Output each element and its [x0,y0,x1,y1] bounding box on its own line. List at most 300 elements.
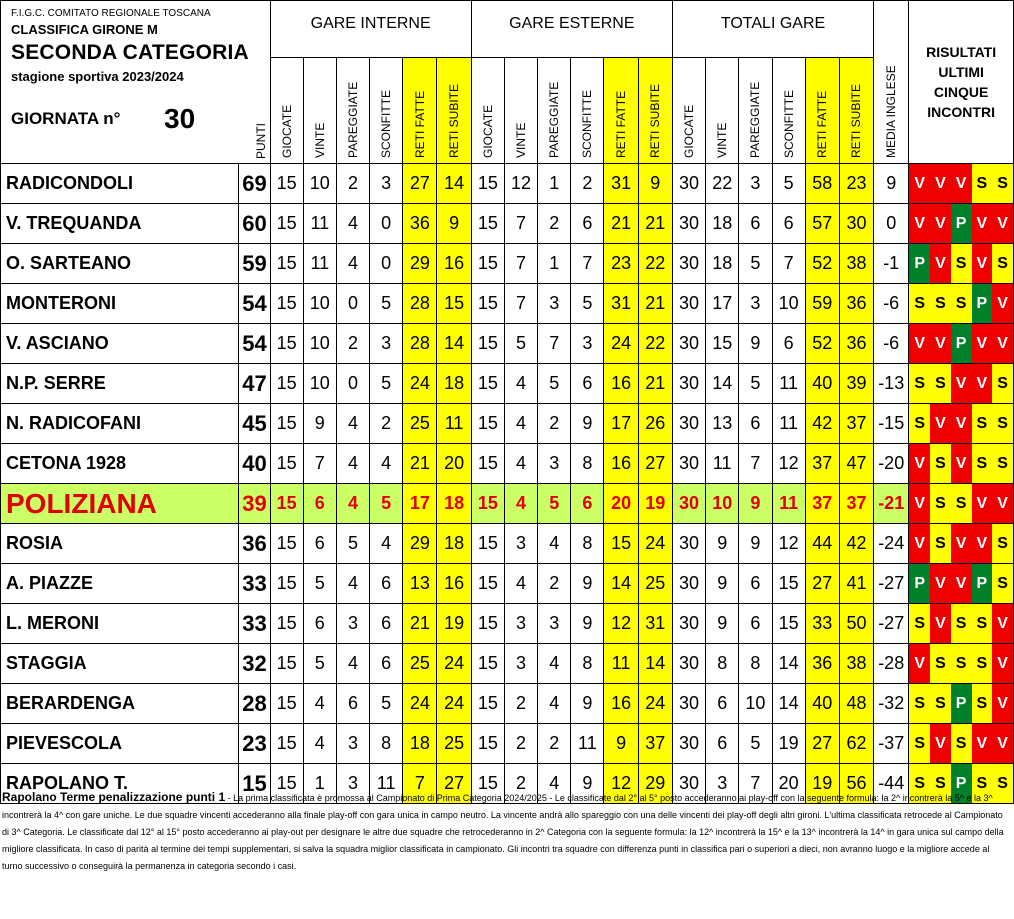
result-badge: S [909,604,930,643]
stat-home-3: 5 [370,364,403,404]
result-badge: V [909,524,930,563]
stat-away-5: 9 [638,164,672,204]
result-badge: V [930,724,951,763]
stat-home-3: 4 [370,444,403,484]
result-badge: S [951,644,972,683]
team-points: 15 [239,764,270,804]
penalty-note: Rapolano Terme penalizzazione punti 1 [2,790,226,804]
stat-away-3: 8 [571,444,604,484]
result-badge: V [909,324,930,363]
stat-home-5: 25 [437,724,471,764]
stat-home-3: 0 [370,204,403,244]
team-name: BERARDENGA [1,684,239,724]
col-header-tot-2: PAREGGIATE [739,58,772,164]
stat-home-4: 36 [403,204,437,244]
media-inglese: 9 [874,164,909,204]
stat-away-4: 17 [604,404,638,444]
stat-away-1: 7 [504,244,537,284]
result-badge: S [909,684,930,723]
media-inglese: -1 [874,244,909,284]
stat-away-0: 15 [471,364,504,404]
stat-home-2: 6 [336,684,369,724]
media-inglese: -6 [874,284,909,324]
stat-home-2: 4 [336,404,369,444]
stat-away-4: 12 [604,604,638,644]
stat-tot-1: 17 [706,284,739,324]
stat-away-1: 7 [504,204,537,244]
stat-home-0: 15 [270,604,303,644]
stat-away-5: 14 [638,644,672,684]
federation-label: F.I.G.C. COMITATO REGIONALE TOSCANA [11,8,211,19]
team-name: O. SARTEANO [1,244,239,284]
stat-away-4: 15 [604,524,638,564]
stat-tot-2: 9 [739,324,772,364]
result-badge: V [909,444,930,483]
result-badge: V [972,324,993,363]
stat-away-4: 31 [604,164,638,204]
stat-home-1: 6 [303,604,336,644]
media-inglese: -27 [874,564,909,604]
last-five-results [909,284,1014,324]
result-badge: S [951,244,972,283]
table-row [1,644,1014,684]
stat-tot-0: 30 [672,684,705,724]
stat-away-1: 3 [504,524,537,564]
table-row [1,684,1014,724]
result-badge: V [951,404,972,443]
stat-tot-5: 41 [839,564,873,604]
stat-away-5: 21 [638,284,672,324]
stat-tot-1: 8 [706,644,739,684]
stat-tot-1: 9 [706,604,739,644]
stat-home-0: 15 [270,164,303,204]
stat-away-5: 25 [638,564,672,604]
stat-home-0: 15 [270,444,303,484]
media-inglese: -32 [874,684,909,724]
stat-home-1: 5 [303,564,336,604]
stat-home-5: 27 [437,764,471,804]
team-name: CETONA 1928 [1,444,239,484]
stat-home-1: 6 [303,524,336,564]
stat-away-4: 24 [604,324,638,364]
stat-tot-3: 12 [772,524,805,564]
table-row [1,364,1014,404]
stat-tot-4: 42 [805,404,839,444]
stat-tot-0: 30 [672,764,705,804]
stat-home-5: 18 [437,364,471,404]
stat-tot-2: 6 [739,604,772,644]
stat-home-1: 5 [303,644,336,684]
matchday-label: GIORNATA n° [11,109,121,128]
result-badge: S [930,364,951,403]
media-inglese: -28 [874,644,909,684]
team-points: 47 [239,364,270,404]
stat-away-1: 4 [504,364,537,404]
result-badge: P [909,564,930,603]
stat-tot-5: 50 [839,604,873,644]
stat-away-2: 4 [538,644,571,684]
media-inglese: -15 [874,404,909,444]
result-badge: V [992,484,1013,523]
result-badge: V [992,604,1013,643]
stat-home-0: 15 [270,244,303,284]
stat-home-1: 4 [303,724,336,764]
stat-away-5: 24 [638,524,672,564]
stat-away-2: 3 [538,604,571,644]
stat-away-0: 15 [471,484,504,524]
media-inglese: -27 [874,604,909,644]
stat-home-4: 17 [403,484,437,524]
result-badge: P [972,284,993,323]
result-badge: V [992,644,1013,683]
stat-away-1: 2 [504,684,537,724]
stat-away-2: 7 [538,324,571,364]
stat-home-3: 6 [370,564,403,604]
result-badge: S [972,764,993,803]
stat-away-3: 8 [571,524,604,564]
result-badge: V [951,444,972,483]
title-block [1,1,271,164]
stat-away-1: 12 [504,164,537,204]
stat-home-2: 2 [336,324,369,364]
stat-away-0: 15 [471,564,504,604]
last-five-results [909,684,1014,724]
stat-home-4: 7 [403,764,437,804]
stat-tot-4: 52 [805,244,839,284]
stat-home-0: 15 [270,484,303,524]
stat-away-1: 4 [504,484,537,524]
stat-home-3: 4 [370,524,403,564]
result-badge: V [909,204,930,243]
stat-tot-4: 40 [805,684,839,724]
stat-tot-0: 30 [672,164,705,204]
stat-away-3: 6 [571,204,604,244]
team-name: RAPOLANO T. [1,764,239,804]
stat-home-4: 29 [403,244,437,284]
last-five-results [909,604,1014,644]
stat-away-5: 37 [638,724,672,764]
media-inglese: -37 [874,724,909,764]
stat-tot-5: 37 [839,484,873,524]
stat-tot-5: 38 [839,244,873,284]
team-points: 36 [239,524,270,564]
team-name: PIEVESCOLA [1,724,239,764]
stat-tot-1: 9 [706,524,739,564]
season-label: stagione sportiva 2023/2024 [11,69,184,84]
stat-home-5: 15 [437,284,471,324]
table-row [1,564,1014,604]
last-five-results [909,724,1014,764]
stat-tot-3: 11 [772,404,805,444]
last-five-results [909,404,1014,444]
stat-tot-2: 5 [739,244,772,284]
stat-tot-3: 11 [772,364,805,404]
stat-tot-1: 14 [706,364,739,404]
stat-home-1: 10 [303,164,336,204]
stat-home-5: 24 [437,644,471,684]
stat-tot-4: 40 [805,364,839,404]
col-header-tot-3: SCONFITTE [772,58,805,164]
stat-away-3: 9 [571,404,604,444]
stat-tot-5: 39 [839,364,873,404]
stat-home-2: 0 [336,284,369,324]
stat-tot-5: 38 [839,644,873,684]
footnote [2,789,1008,875]
stat-tot-3: 15 [772,604,805,644]
group-title: CLASSIFICA GIRONE M [11,22,158,37]
result-badge: S [992,524,1013,563]
stat-away-1: 4 [504,444,537,484]
stat-home-0: 15 [270,684,303,724]
last-five-results [909,324,1014,364]
stat-home-5: 19 [437,604,471,644]
stat-tot-0: 30 [672,644,705,684]
stat-tot-1: 15 [706,324,739,364]
stat-away-1: 4 [504,564,537,604]
stat-home-5: 24 [437,684,471,724]
stat-tot-4: 52 [805,324,839,364]
result-badge: P [951,764,972,803]
results-header: RISULTATI ULTIMI CINQUE INCONTRI [909,1,1014,164]
stat-home-1: 7 [303,444,336,484]
stat-home-2: 4 [336,484,369,524]
stat-home-0: 15 [270,564,303,604]
stat-tot-3: 14 [772,644,805,684]
col-header-tot-0: GIOCATE [672,58,705,164]
result-badge: S [930,644,951,683]
col-header-away-3: SCONFITTE [571,58,604,164]
stat-home-1: 10 [303,284,336,324]
table-row [1,164,1014,204]
result-badge: S [992,404,1013,443]
stat-away-3: 9 [571,564,604,604]
result-badge: V [951,164,972,203]
result-badge: V [909,644,930,683]
result-badge: S [930,444,951,483]
stat-tot-2: 6 [739,204,772,244]
result-badge: V [992,204,1013,243]
stat-home-4: 18 [403,724,437,764]
stat-away-1: 4 [504,404,537,444]
stat-away-5: 29 [638,764,672,804]
stat-tot-3: 20 [772,764,805,804]
stat-away-4: 11 [604,644,638,684]
stat-tot-3: 6 [772,204,805,244]
stat-away-5: 31 [638,604,672,644]
result-badge: S [992,244,1013,283]
stat-home-4: 13 [403,564,437,604]
stat-away-2: 3 [538,444,571,484]
stat-away-2: 1 [538,244,571,284]
col-header-home-3: SCONFITTE [370,58,403,164]
stat-home-2: 3 [336,604,369,644]
stat-home-4: 28 [403,284,437,324]
group-header-total: TOTALI GARE [672,1,873,58]
last-five-results [909,484,1014,524]
matchday-number: 30 [164,103,196,134]
stat-home-5: 14 [437,324,471,364]
stat-tot-4: 57 [805,204,839,244]
stat-tot-5: 48 [839,684,873,724]
stat-home-5: 11 [437,404,471,444]
result-badge: S [972,644,993,683]
stat-tot-4: 33 [805,604,839,644]
stat-home-3: 8 [370,724,403,764]
team-points: 39 [239,484,270,524]
stat-tot-5: 23 [839,164,873,204]
stat-home-4: 24 [403,684,437,724]
result-badge: S [909,404,930,443]
stat-away-3: 9 [571,764,604,804]
col-header-tot-1: VINTE [706,58,739,164]
stat-away-4: 16 [604,364,638,404]
team-points: 28 [239,684,270,724]
stat-away-2: 2 [538,204,571,244]
last-five-results [909,244,1014,284]
result-badge: V [930,604,951,643]
stat-tot-0: 30 [672,524,705,564]
stat-home-4: 28 [403,324,437,364]
result-badge: S [972,404,993,443]
stat-away-2: 2 [538,404,571,444]
stat-away-4: 31 [604,284,638,324]
stat-away-2: 3 [538,284,571,324]
table-row [1,444,1014,484]
col-header-home-2: PAREGGIATE [336,58,369,164]
stat-tot-3: 11 [772,484,805,524]
stat-home-5: 18 [437,484,471,524]
stat-away-5: 22 [638,324,672,364]
stat-away-4: 14 [604,564,638,604]
result-badge: V [992,724,1013,763]
team-name: L. MERONI [1,604,239,644]
stat-tot-2: 6 [739,564,772,604]
stat-away-4: 9 [604,724,638,764]
stat-away-1: 7 [504,284,537,324]
stat-home-5: 14 [437,164,471,204]
media-inglese: -20 [874,444,909,484]
team-name: STAGGIA [1,644,239,684]
result-badge: V [972,364,993,403]
media-inglese: -21 [874,484,909,524]
stat-home-2: 4 [336,564,369,604]
stat-home-4: 27 [403,164,437,204]
stat-away-5: 21 [638,204,672,244]
result-badge: P [951,204,972,243]
result-badge: S [951,724,972,763]
stat-away-1: 3 [504,644,537,684]
team-points: 45 [239,404,270,444]
stat-away-0: 15 [471,404,504,444]
stat-away-0: 15 [471,324,504,364]
table-row [1,244,1014,284]
stat-home-2: 4 [336,204,369,244]
result-badge: V [951,564,972,603]
team-name: N. RADICOFANI [1,404,239,444]
result-badge: S [909,284,930,323]
team-points: 32 [239,644,270,684]
stat-home-5: 16 [437,244,471,284]
points-header: PUNTI [253,123,268,159]
stat-home-5: 16 [437,564,471,604]
stat-home-3: 2 [370,404,403,444]
stat-tot-2: 5 [739,724,772,764]
stat-tot-4: 19 [805,764,839,804]
stat-home-1: 11 [303,244,336,284]
stat-tot-1: 9 [706,564,739,604]
stat-away-3: 8 [571,644,604,684]
team-name: MONTERONI [1,284,239,324]
stat-tot-5: 36 [839,324,873,364]
stat-tot-2: 3 [739,284,772,324]
team-name: V. ASCIANO [1,324,239,364]
team-points: 33 [239,604,270,644]
stat-away-5: 26 [638,404,672,444]
stat-home-2: 3 [336,764,369,804]
last-five-results [909,444,1014,484]
stat-home-0: 15 [270,324,303,364]
stat-away-2: 4 [538,524,571,564]
stat-tot-0: 30 [672,284,705,324]
result-badge: S [992,564,1013,603]
stat-tot-1: 6 [706,724,739,764]
stat-home-3: 6 [370,604,403,644]
team-points: 40 [239,444,270,484]
stat-tot-3: 19 [772,724,805,764]
stat-home-3: 5 [370,684,403,724]
stat-tot-0: 30 [672,564,705,604]
stat-home-2: 0 [336,364,369,404]
stat-away-0: 15 [471,644,504,684]
stat-home-3: 3 [370,164,403,204]
stat-away-1: 5 [504,324,537,364]
stat-tot-4: 58 [805,164,839,204]
media-inglese: -13 [874,364,909,404]
team-points: 54 [239,324,270,364]
stat-home-3: 3 [370,324,403,364]
stat-home-2: 3 [336,724,369,764]
stat-home-0: 15 [270,284,303,324]
stat-away-2: 4 [538,684,571,724]
stat-home-4: 25 [403,404,437,444]
stat-tot-2: 6 [739,404,772,444]
stat-away-1: 2 [504,724,537,764]
result-badge: S [909,364,930,403]
stat-tot-3: 14 [772,684,805,724]
stat-home-3: 5 [370,484,403,524]
stat-tot-4: 44 [805,524,839,564]
stat-home-5: 9 [437,204,471,244]
result-badge: S [992,764,1013,803]
result-badge: V [930,204,951,243]
result-badge: S [972,164,993,203]
stat-home-0: 15 [270,764,303,804]
result-badge: S [972,604,993,643]
stat-tot-1: 22 [706,164,739,204]
result-badge: S [930,484,951,523]
result-badge: V [972,724,993,763]
stat-tot-5: 56 [839,764,873,804]
result-badge: P [909,244,930,283]
stat-tot-0: 30 [672,364,705,404]
stat-away-2: 2 [538,724,571,764]
result-badge: V [972,484,993,523]
stat-away-4: 21 [604,204,638,244]
team-name: V. TREQUANDA [1,204,239,244]
stat-home-1: 9 [303,404,336,444]
result-badge: V [930,164,951,203]
stat-away-4: 23 [604,244,638,284]
